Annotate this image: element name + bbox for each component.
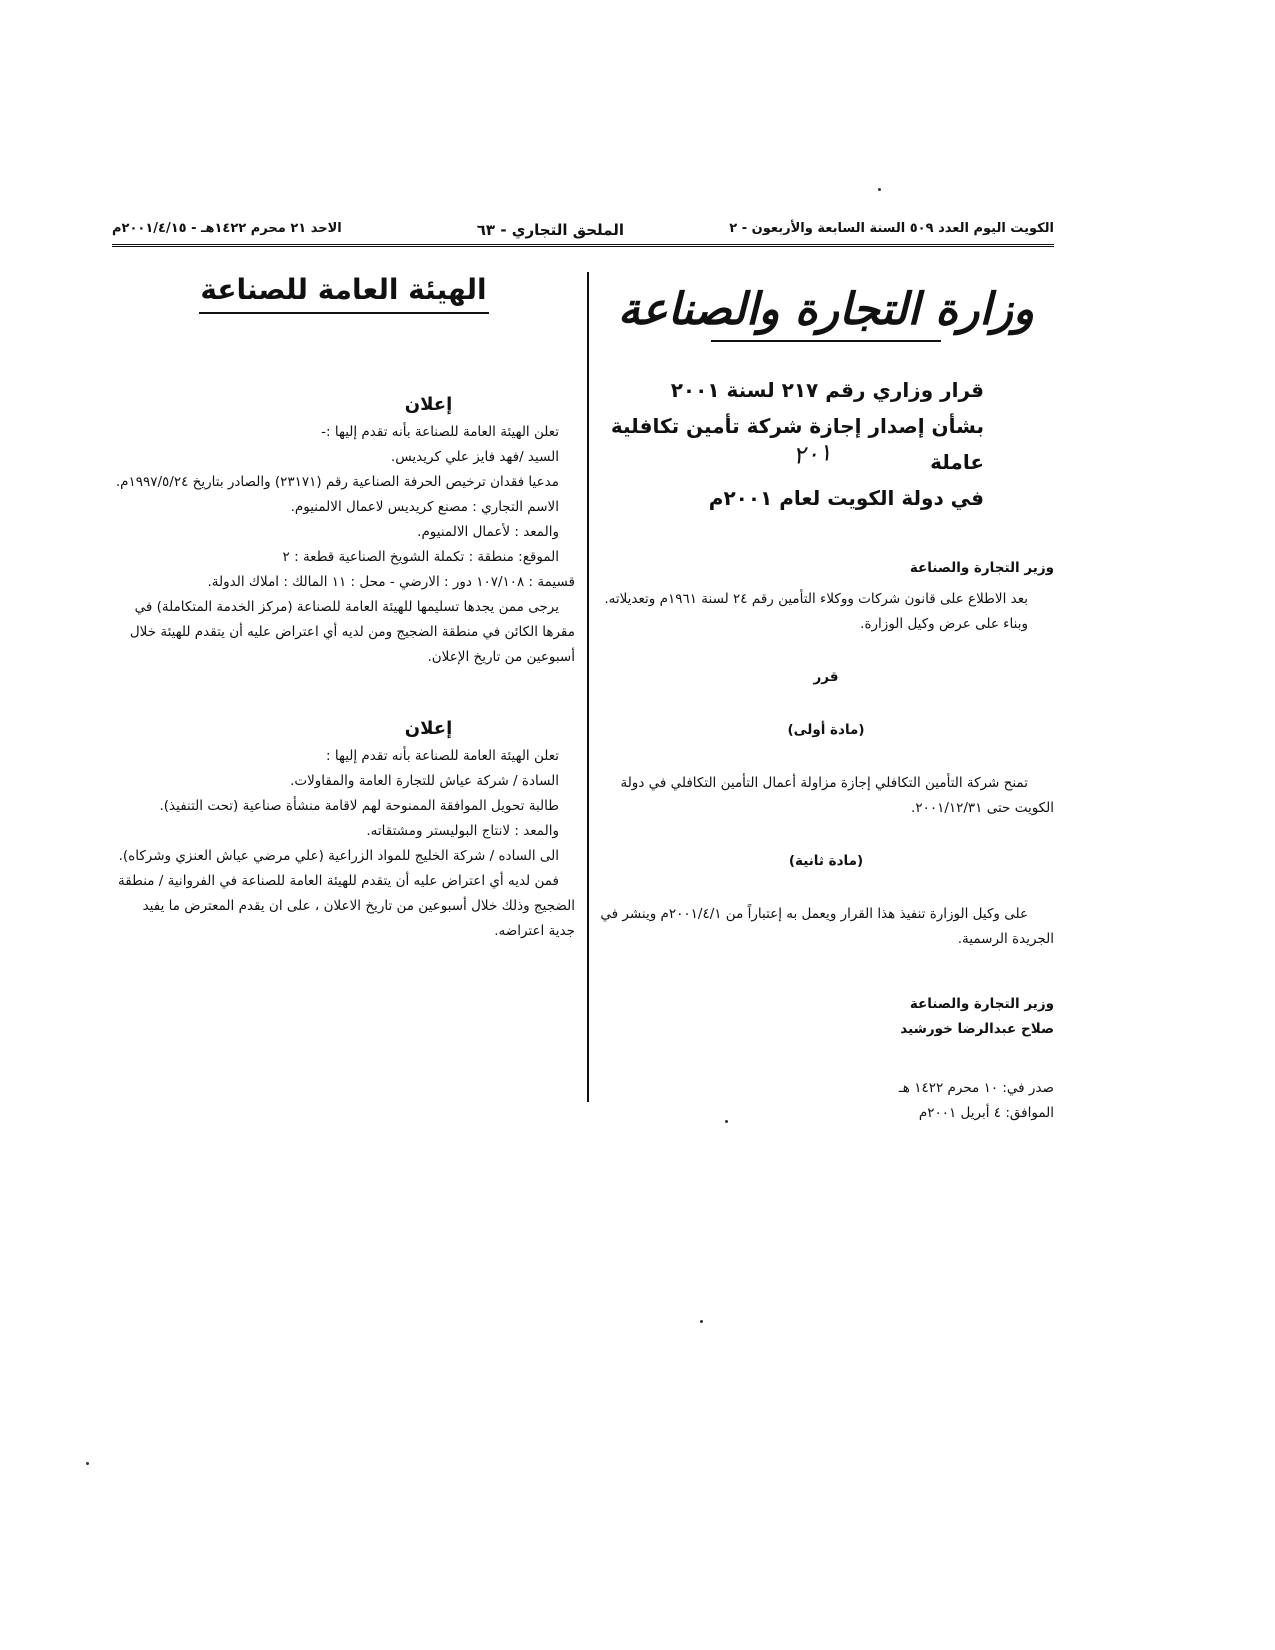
- ministry-logo: وزارة التجارة والصناعة: [617, 284, 1035, 335]
- header-issue: الكويت اليوم العدد ٥٠٩ السنة السابعة والأربعون - ٢: [729, 221, 1054, 236]
- industry-authority-column: [112, 270, 575, 944]
- article-1-text: تمنح شركة التأمين التكافلي إجازة مزاولة أعمال التأمين التكافلي في دولة الكويت حتى ٢٠٠١/١٢/٣١.: [620, 775, 1054, 816]
- notice-line: السادة / شركة عياش للتجارة العامة والمقاولات.: [290, 773, 559, 789]
- signature-name: صلاح عبدالرضا خورشيد: [900, 1021, 1054, 1037]
- notice-line: تعلن الهيئة العامة للصناعة بأنه تقدم إليها :: [326, 748, 559, 764]
- issue-dates: [598, 1076, 1054, 1126]
- notice-line: طالبة تحويل الموافقة الممنوحة لهم لاقامة منشأة صناعية (تحت التنفيذ).: [159, 798, 559, 814]
- notice-line: الموقع: منطقة : تكملة الشويخ الصناعية قطعة : ٢: [282, 549, 559, 565]
- issued-date: صدر في: ١٠ محرم ١٤٢٢ هـ: [898, 1080, 1054, 1096]
- preamble-paragraph: بعد الاطلاع على قانون شركات ووكلاء التأمين رقم ٢٤ لسنة ١٩٦١م وتعديلاته.: [604, 591, 1028, 607]
- notice-line: والمعد : لانتاج البوليستر ومشتقاته.: [366, 823, 559, 839]
- notice-1-body: [112, 420, 575, 670]
- article-2-title: (مادة ثانية): [788, 853, 864, 869]
- header-date: الاحد ٢١ محرم ١٤٢٢هـ - ٢٠٠١/٤/١٥م: [112, 221, 342, 236]
- scan-speck: [725, 1120, 728, 1123]
- notice-line: الى الساده / شركة الخليج للمواد الزراعية (علي مرضي عياش العنزي وشركاه).: [118, 848, 559, 864]
- decision-title-line: في دولة الكويت لعام ٢٠٠١م: [708, 486, 984, 510]
- signature-title: وزير التجارة والصناعة: [909, 996, 1054, 1012]
- ministerial-decision-column: [598, 270, 1054, 1126]
- notice-2-body: [112, 744, 575, 944]
- notice-line: الاسم التجاري : مصنع كريديس لاعمال الالمنيوم.: [290, 499, 559, 515]
- logo-underline: [711, 340, 941, 342]
- notice-line: مدعيا فقدان ترخيص الحرفة الصناعية رقم (٢٣١٧١) والصادر بتاريخ ١٩٩٧/٥/٢٤م.: [115, 474, 559, 490]
- agency-title-underline: [199, 312, 489, 314]
- notice-2-title: إعلان: [404, 718, 453, 739]
- notice-line: تعلن الهيئة العامة للصناعة بأنه تقدم إليها :-: [321, 424, 559, 440]
- scan-speck: [700, 1320, 703, 1323]
- notice-1-title: إعلان: [404, 394, 453, 415]
- article-2-text: على وكيل الوزارة تنفيذ هذا القرار ويعمل به إعتباراً من ٢٠٠١/٤/١م وينشر في الجريدة الرسمية.: [600, 906, 1054, 947]
- scan-speck: [86, 1462, 89, 1465]
- agency-title: الهيئة العامة للصناعة: [200, 273, 487, 306]
- handwritten-number: ٢٠١: [791, 438, 833, 470]
- notice-line: فمن لديه أي اعتراض عليه أن يتقدم للهيئة العامة للصناعة في الفروانية / منطقة الضجيج وذلك خلال أسبوعين من تاريخ الاعلان ، على ان يقدم المعترض ما يفيد جدية اعتراضه.: [118, 873, 575, 939]
- decision-title-line: قرار وزاري رقم ٢١٧ لسنة ٢٠٠١: [670, 378, 984, 402]
- scan-speck: [878, 188, 881, 191]
- minister-heading: وزير التجارة والصناعة: [909, 560, 1054, 576]
- column-divider: [587, 272, 589, 1102]
- decision-title-line: بشأن إصدار إجازة شركة تأمين تكافلية عاملة: [610, 414, 984, 474]
- decided-heading: قرر: [813, 669, 839, 685]
- page-header: [112, 219, 1054, 245]
- notice-line: والمعد : لأعمال الالمنيوم.: [417, 524, 559, 540]
- signature-block: [598, 992, 1054, 1042]
- preamble-paragraph: وبناء على عرض وكيل الوزارة.: [860, 616, 1028, 632]
- header-rule: [112, 244, 1054, 247]
- notice-line: يرجى ممن يجدها تسليمها للهيئة العامة للصناعة (مركز الخدمة المتكاملة) في مقرها الكائن في منطقة الضجيج ومن لديه أي اعتراض عليه أن يتقدم للهيئة خلال أسبوعين من تاريخ الإعلان.: [129, 599, 575, 665]
- header-supplement: الملحق التجاري - ٦٣: [476, 221, 624, 239]
- corresponding-date: الموافق: ٤ أبريل ٢٠٠١م: [918, 1105, 1054, 1121]
- article-1-title: (مادة أولى): [787, 722, 865, 738]
- notice-line: السيد /فهد فايز علي كريديس.: [390, 449, 559, 465]
- notice-line: قسيمة : ١٠٧/١٠٨ دور : الارضي - محل : ١١ المالك : املاك الدولة.: [207, 574, 575, 590]
